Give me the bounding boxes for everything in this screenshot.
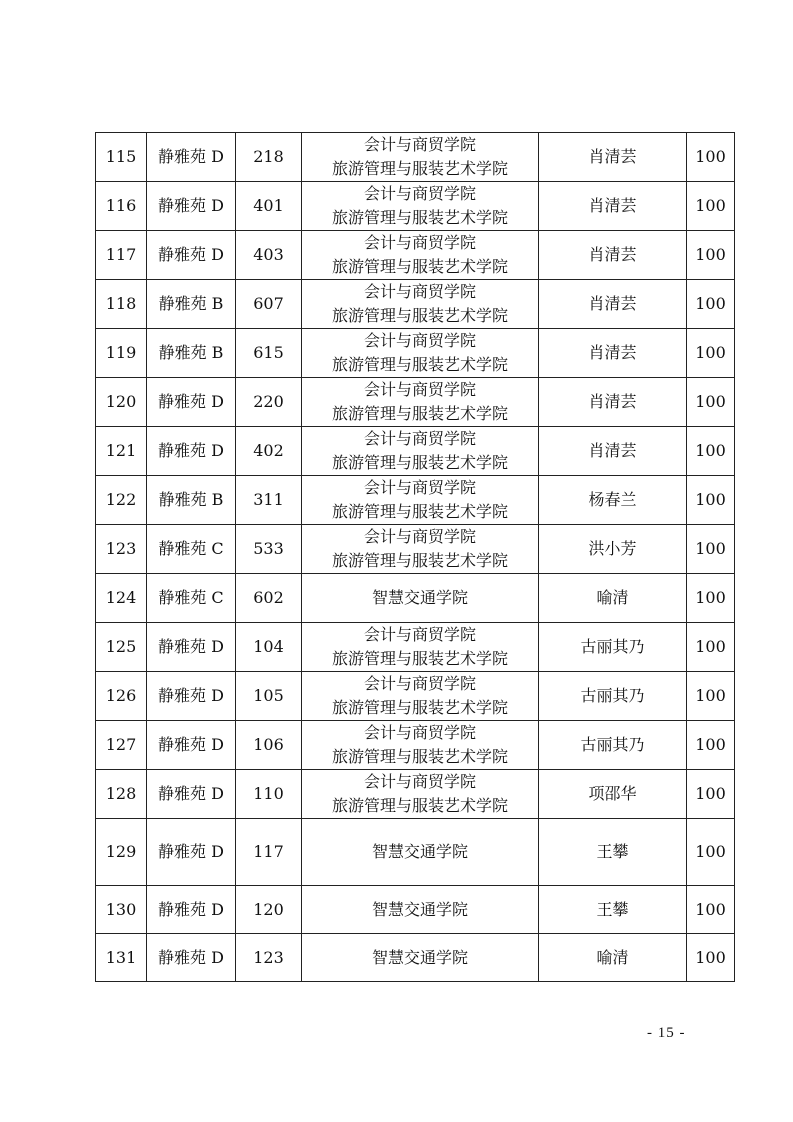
- room-cell: 311: [236, 476, 302, 525]
- college-line-2: 旅游管理与服装艺术学院: [331, 208, 508, 227]
- score-cell: 100: [687, 721, 735, 770]
- row-number-cell: 130: [96, 886, 147, 934]
- teacher-cell: 王攀: [539, 819, 687, 886]
- table-row: [96, 329, 735, 378]
- dormitory-inspection-table: [95, 132, 735, 982]
- college-line-2: 旅游管理与服装艺术学院: [331, 453, 508, 472]
- row-number-cell: 120: [96, 378, 147, 427]
- table-row: [96, 378, 735, 427]
- college-cell: [302, 476, 539, 525]
- building-cell: 静雅苑 D: [147, 427, 236, 476]
- room-cell: 615: [236, 329, 302, 378]
- college-line-2: 旅游管理与服装艺术学院: [331, 355, 508, 374]
- teacher-cell: 喻清: [539, 934, 687, 982]
- college-line-1: 会计与商贸学院: [363, 331, 476, 350]
- score-cell: 100: [687, 770, 735, 819]
- score-cell: 100: [687, 886, 735, 934]
- building-cell: 静雅苑 D: [147, 623, 236, 672]
- teacher-cell: 肖清芸: [539, 280, 687, 329]
- college-line-1: 会计与商贸学院: [363, 772, 476, 791]
- row-number-cell: 123: [96, 525, 147, 574]
- college-cell: [302, 182, 539, 231]
- room-cell: 218: [236, 133, 302, 182]
- score-cell: 100: [687, 329, 735, 378]
- room-cell: 602: [236, 574, 302, 623]
- college-line-2: 旅游管理与服装艺术学院: [331, 649, 508, 668]
- college-cell: [302, 427, 539, 476]
- row-number-cell: 126: [96, 672, 147, 721]
- room-cell: 110: [236, 770, 302, 819]
- room-cell: 607: [236, 280, 302, 329]
- table-row: [96, 721, 735, 770]
- table-row: [96, 182, 735, 231]
- college-cell: [302, 378, 539, 427]
- teacher-cell: 王攀: [539, 886, 687, 934]
- score-cell: 100: [687, 231, 735, 280]
- table-row: [96, 574, 735, 623]
- college-line-1: 会计与商贸学院: [363, 429, 476, 448]
- teacher-cell: 古丽其乃: [539, 623, 687, 672]
- teacher-cell: 肖清芸: [539, 329, 687, 378]
- table-row: [96, 886, 735, 934]
- college-line-2: 旅游管理与服装艺术学院: [331, 159, 508, 178]
- college-cell: [302, 329, 539, 378]
- college-line-1: 会计与商贸学院: [363, 723, 476, 742]
- building-cell: 静雅苑 B: [147, 329, 236, 378]
- teacher-cell: 项邵华: [539, 770, 687, 819]
- building-cell: 静雅苑 B: [147, 280, 236, 329]
- table-row: [96, 525, 735, 574]
- college-line-1: 会计与商贸学院: [363, 478, 476, 497]
- score-cell: 100: [687, 427, 735, 476]
- college-line-2: 旅游管理与服装艺术学院: [331, 796, 508, 815]
- college-cell: [302, 623, 539, 672]
- row-number-cell: 124: [96, 574, 147, 623]
- score-cell: 100: [687, 133, 735, 182]
- college-cell: [302, 770, 539, 819]
- table-row: [96, 672, 735, 721]
- college-cell: [302, 721, 539, 770]
- teacher-cell: 肖清芸: [539, 378, 687, 427]
- table-row: [96, 476, 735, 525]
- building-cell: 静雅苑 D: [147, 819, 236, 886]
- score-cell: 100: [687, 819, 735, 886]
- room-cell: 104: [236, 623, 302, 672]
- college-cell: 智慧交通学院: [302, 886, 539, 934]
- room-cell: 105: [236, 672, 302, 721]
- room-cell: 120: [236, 886, 302, 934]
- table-row: [96, 770, 735, 819]
- college-cell: [302, 525, 539, 574]
- table-row: [96, 427, 735, 476]
- row-number-cell: 125: [96, 623, 147, 672]
- college-line-1: 会计与商贸学院: [363, 184, 476, 203]
- room-cell: 117: [236, 819, 302, 886]
- college-line-1: 会计与商贸学院: [363, 625, 476, 644]
- building-cell: 静雅苑 D: [147, 133, 236, 182]
- building-cell: 静雅苑 D: [147, 378, 236, 427]
- college-line-1: 会计与商贸学院: [363, 674, 476, 693]
- row-number-cell: 121: [96, 427, 147, 476]
- table-row: [96, 231, 735, 280]
- score-cell: 100: [687, 476, 735, 525]
- score-cell: 100: [687, 574, 735, 623]
- college-line-2: 旅游管理与服装艺术学院: [331, 502, 508, 521]
- room-cell: 220: [236, 378, 302, 427]
- room-cell: 533: [236, 525, 302, 574]
- college-cell: [302, 231, 539, 280]
- teacher-cell: 肖清芸: [539, 427, 687, 476]
- page-number: - 15 -: [647, 1025, 686, 1041]
- row-number-cell: 127: [96, 721, 147, 770]
- table-row: [96, 819, 735, 886]
- row-number-cell: 129: [96, 819, 147, 886]
- teacher-cell: 古丽其乃: [539, 721, 687, 770]
- teacher-cell: 古丽其乃: [539, 672, 687, 721]
- row-number-cell: 116: [96, 182, 147, 231]
- building-cell: 静雅苑 D: [147, 182, 236, 231]
- row-number-cell: 128: [96, 770, 147, 819]
- room-cell: 401: [236, 182, 302, 231]
- building-cell: 静雅苑 B: [147, 476, 236, 525]
- row-number-cell: 119: [96, 329, 147, 378]
- college-line-1: 会计与商贸学院: [363, 380, 476, 399]
- college-line-2: 旅游管理与服装艺术学院: [331, 404, 508, 423]
- score-cell: 100: [687, 182, 735, 231]
- college-line-1: 会计与商贸学院: [363, 233, 476, 252]
- room-cell: 106: [236, 721, 302, 770]
- score-cell: 100: [687, 934, 735, 982]
- college-line-1: 会计与商贸学院: [363, 282, 476, 301]
- teacher-cell: 喻清: [539, 574, 687, 623]
- building-cell: 静雅苑 D: [147, 721, 236, 770]
- table-row: [96, 934, 735, 982]
- college-line-2: 旅游管理与服装艺术学院: [331, 698, 508, 717]
- score-cell: 100: [687, 280, 735, 329]
- building-cell: 静雅苑 D: [147, 886, 236, 934]
- row-number-cell: 117: [96, 231, 147, 280]
- college-cell: 智慧交通学院: [302, 819, 539, 886]
- room-cell: 402: [236, 427, 302, 476]
- building-cell: 静雅苑 C: [147, 574, 236, 623]
- table-row: [96, 280, 735, 329]
- building-cell: 静雅苑 D: [147, 770, 236, 819]
- row-number-cell: 118: [96, 280, 147, 329]
- building-cell: 静雅苑 C: [147, 525, 236, 574]
- teacher-cell: 洪小芳: [539, 525, 687, 574]
- teacher-cell: 杨春兰: [539, 476, 687, 525]
- college-line-2: 旅游管理与服装艺术学院: [331, 747, 508, 766]
- room-cell: 403: [236, 231, 302, 280]
- teacher-cell: 肖清芸: [539, 231, 687, 280]
- score-cell: 100: [687, 525, 735, 574]
- building-cell: 静雅苑 D: [147, 231, 236, 280]
- college-cell: [302, 133, 539, 182]
- row-number-cell: 115: [96, 133, 147, 182]
- college-line-1: 会计与商贸学院: [363, 135, 476, 154]
- row-number-cell: 131: [96, 934, 147, 982]
- college-cell: [302, 280, 539, 329]
- college-line-2: 旅游管理与服装艺术学院: [331, 551, 508, 570]
- score-cell: 100: [687, 623, 735, 672]
- room-cell: 123: [236, 934, 302, 982]
- college-cell: 智慧交通学院: [302, 574, 539, 623]
- teacher-cell: 肖清芸: [539, 182, 687, 231]
- college-line-2: 旅游管理与服装艺术学院: [331, 257, 508, 276]
- building-cell: 静雅苑 D: [147, 672, 236, 721]
- college-line-1: 会计与商贸学院: [363, 527, 476, 546]
- row-number-cell: 122: [96, 476, 147, 525]
- score-cell: 100: [687, 378, 735, 427]
- table-row: [96, 133, 735, 182]
- college-cell: [302, 672, 539, 721]
- teacher-cell: 肖清芸: [539, 133, 687, 182]
- building-cell: 静雅苑 D: [147, 934, 236, 982]
- college-line-2: 旅游管理与服装艺术学院: [331, 306, 508, 325]
- score-cell: 100: [687, 672, 735, 721]
- college-cell: 智慧交通学院: [302, 934, 539, 982]
- table-row: [96, 623, 735, 672]
